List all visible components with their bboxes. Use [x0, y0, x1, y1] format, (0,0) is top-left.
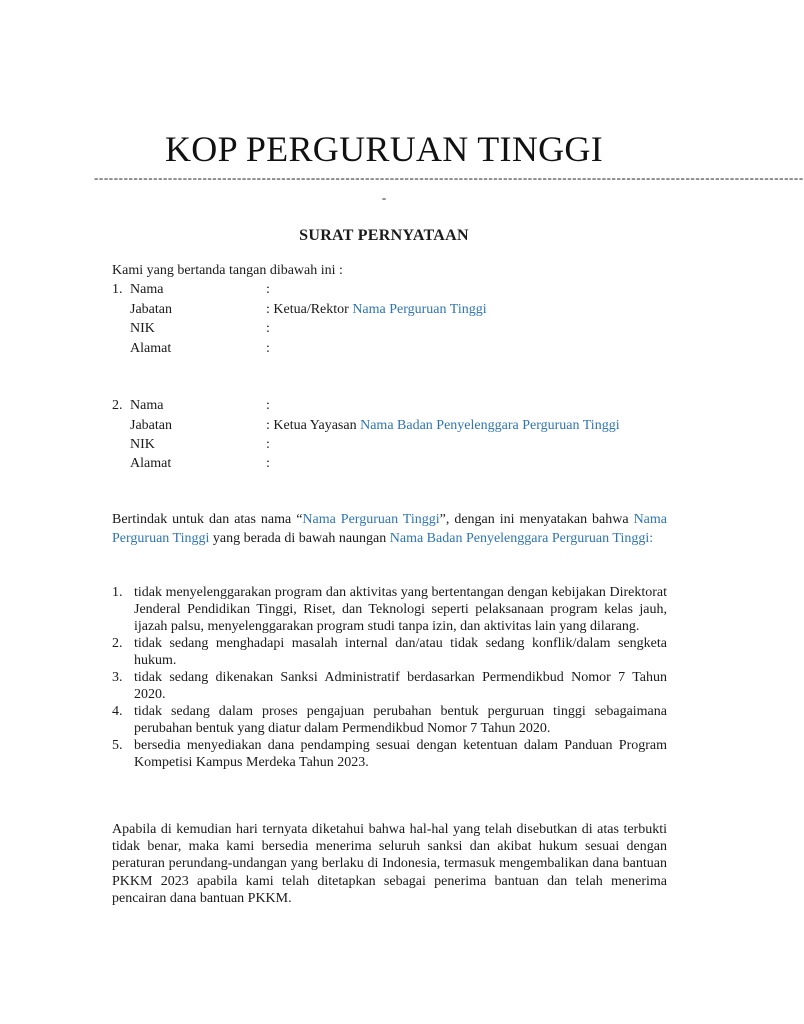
statement-text: ”, dengan ini menyatakan bahwa: [439, 512, 634, 527]
list-item-number: 5.: [112, 738, 123, 753]
list-item-number: 4.: [112, 704, 123, 719]
list-item: [112, 737, 667, 771]
list-item: [112, 584, 667, 635]
list-item-number: 2.: [112, 636, 123, 651]
statement-text: yang berada di bawah naungan: [209, 531, 390, 546]
placeholder-badan-penyelenggara: Nama Badan Penyelenggara Perguruan Tinggi: [389, 531, 650, 546]
placeholder-badan-penyelenggara: Nama Badan Penyelenggara Perguruan Tinggi: [360, 418, 620, 433]
list-item-text: tidak menyelenggarakan program dan aktivitas yang bertentangan dengan kebijakan Direktorat Jenderal Pendidikan Tinggi, Riset, dan Teknologi seperti pelaksanaan program kelas jauh, ijazah palsu, menyelenggarakan program studi tanpa izin, dan aktivitas lain yang dilarang.: [134, 585, 667, 634]
nama-value: :: [266, 282, 270, 297]
placeholder-perguruan-tinggi: Nama Perguruan Tinggi: [112, 512, 667, 546]
closing-paragraph: Apabila di kemudian hari ternyata diketahui bahwa hal-hal yang telah disebutkan di atas terbukti tidak benar, maka kami bersedia menerima seluruh sanksi dan akibat hukum sesuai dengan peraturan perundang-undangan yang berlaku di Indonesia, termasuk mengembalikan dana bantuan PKKM 2023 apabila kami telah ditetapkan sebagai penerima bantuan dan telah menerima pencairan dana bantuan PKKM.: [112, 822, 667, 906]
jabatan-value: [266, 302, 487, 318]
signer-number: 1.: [112, 282, 123, 297]
document-title: SURAT PERNYATAAN: [299, 227, 469, 244]
signer-number: 2.: [112, 398, 123, 413]
letterhead-divider-tail: -: [381, 190, 387, 205]
list-item-text: bersedia menyediakan dana pendamping sesuai dengan ketentuan dalam Panduan Program Kompetisi Kampus Merdeka Tahun 2023.: [134, 738, 667, 770]
list-item: [112, 669, 667, 703]
list-item-text: tidak sedang menghadapi masalah internal dan/atau tidak sedang konflik/dalam sengketa hukum.: [134, 636, 667, 668]
placeholder-perguruan-tinggi: Nama Perguruan Tinggi: [352, 302, 487, 317]
nama-value: :: [266, 398, 270, 413]
nik-label: NIK: [130, 321, 155, 336]
jabatan-text: : Ketua/Rektor: [266, 302, 353, 317]
alamat-label: Alamat: [130, 456, 172, 471]
list-item-text: tidak sedang dalam proses pengajuan perubahan bentuk perguruan tinggi sebagaimana perubahan bentuk yang diatur dalam Permendikbud Nomor 7 Tahun 2020.: [134, 704, 667, 736]
alamat-value: :: [266, 341, 270, 356]
list-item: [112, 703, 667, 737]
list-item: [112, 635, 667, 669]
jabatan-value: [266, 418, 620, 434]
statement-paragraph: [112, 510, 667, 548]
jabatan-text: : Ketua Yayasan: [266, 418, 361, 433]
statement-colon: :: [649, 531, 654, 546]
statement-points-list: [112, 584, 667, 771]
jabatan-label: Jabatan: [130, 302, 172, 317]
alamat-label: Alamat: [130, 341, 172, 356]
statement-text: Bertindak untuk dan atas nama “: [112, 512, 303, 527]
list-item-number: 1.: [112, 585, 123, 600]
letterhead-divider: ------------------------------------------------------------------------------------------------------------------------------------------------: [94, 170, 804, 185]
nama-label: Nama: [130, 398, 164, 413]
nama-label: Nama: [130, 282, 164, 297]
intro-text: Kami yang bertanda tangan dibawah ini :: [112, 263, 343, 278]
letterhead-title: KOP PERGURUAN TINGGI: [164, 129, 604, 169]
list-item-text: tidak sedang dikenakan Sanksi Administratif berdasarkan Permendikbud Nomor 7 Tahun 2020.: [134, 670, 667, 702]
placeholder-perguruan-tinggi: Nama Perguruan Tinggi: [302, 512, 440, 527]
alamat-value: :: [266, 456, 270, 471]
jabatan-label: Jabatan: [130, 418, 172, 433]
nik-label: NIK: [130, 437, 155, 452]
nik-value: :: [266, 437, 270, 452]
list-item-number: 3.: [112, 670, 123, 685]
nik-value: :: [266, 321, 270, 336]
